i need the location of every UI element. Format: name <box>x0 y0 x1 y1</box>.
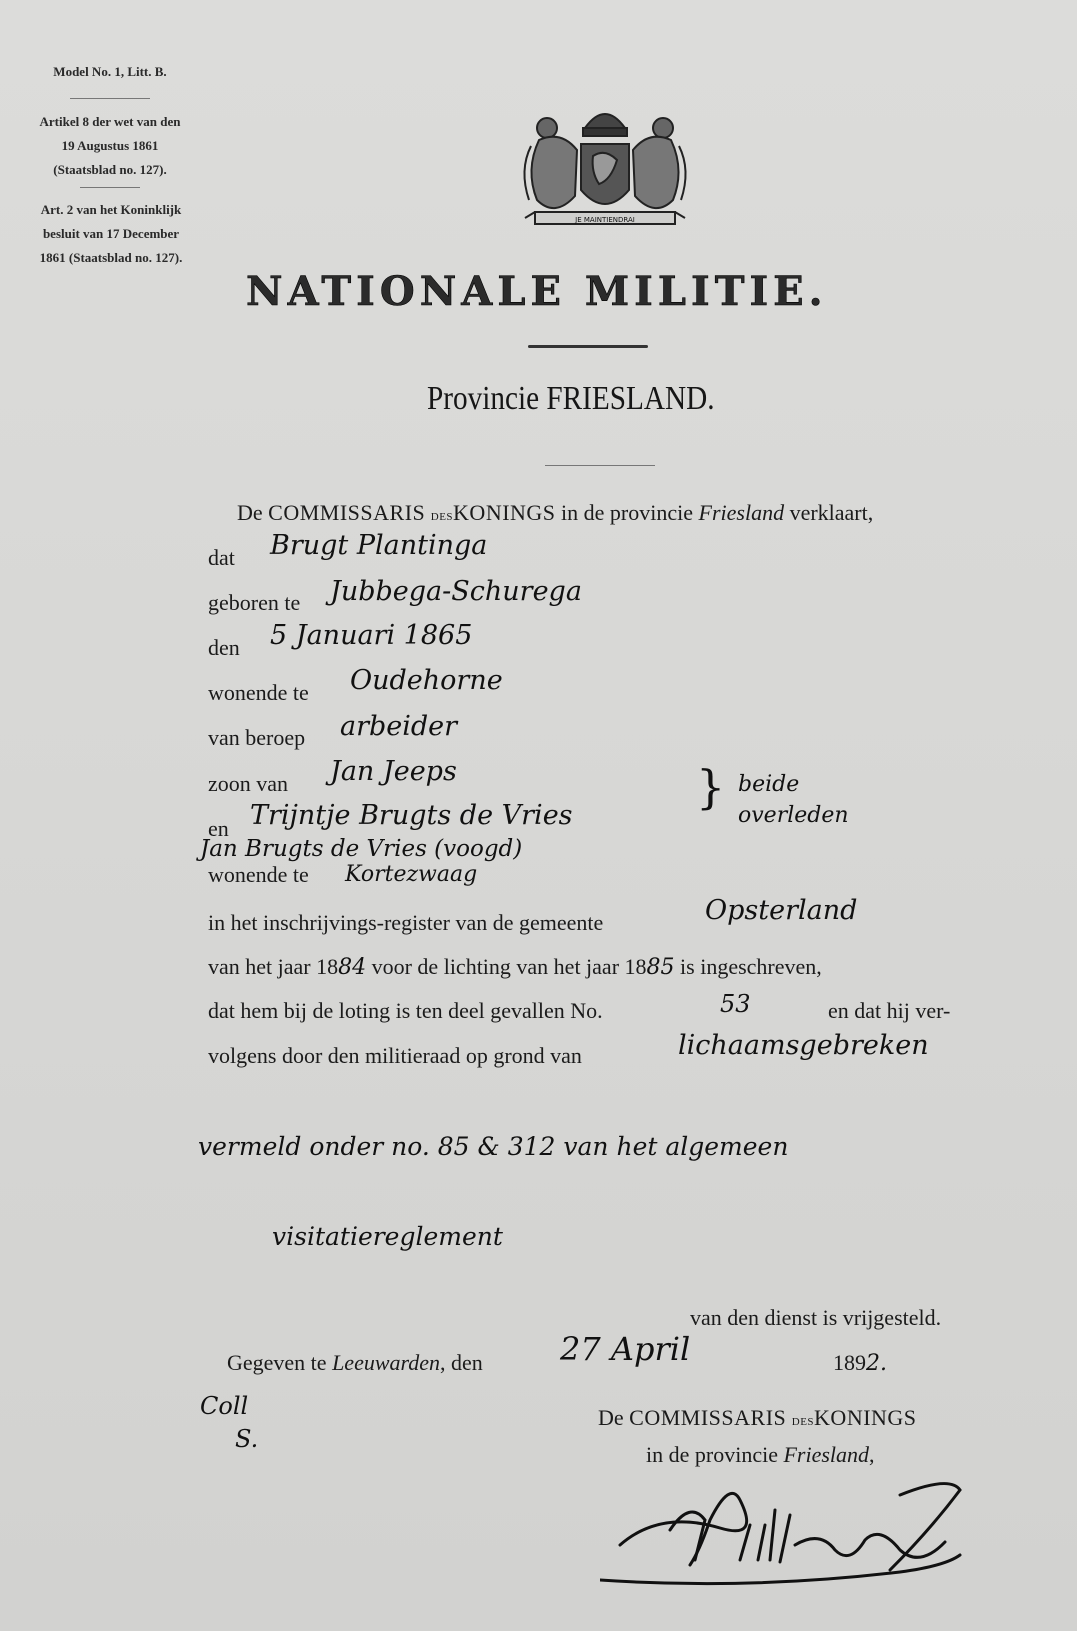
art-line-1: Art. 2 van het Koninklijk <box>40 202 182 217</box>
hw-mother: Trijntje Brugts de Vries <box>250 800 573 831</box>
signature-graphic <box>600 1470 1000 1600</box>
intro-verklaart: verklaart, <box>789 500 874 525</box>
label-ver: en dat hij ver- <box>828 998 951 1023</box>
divider <box>70 98 150 99</box>
sig-konings: KONINGS <box>814 1405 917 1430</box>
intro-konings: KONINGS <box>453 500 556 525</box>
intro-de: De <box>237 500 263 525</box>
sig-des: des <box>791 1413 815 1429</box>
hw-initials-1: Coll <box>200 1392 249 1420</box>
hw-brace: } <box>696 760 726 814</box>
artikel-line-2: 19 Augustus 1861 <box>61 138 159 153</box>
label-en: en <box>208 816 229 841</box>
label-lichting: voor de lichting van het jaar 18 <box>371 954 647 979</box>
hw-year-digit: 2. <box>866 1351 887 1376</box>
divider <box>80 187 140 188</box>
intro-friesland: Friesland <box>698 500 785 525</box>
label-vrijgesteld: van den dienst is vrijgesteld. <box>690 1305 942 1330</box>
model-reference: Model No. 1, Litt. B. <box>53 64 167 79</box>
label-wonende: wonende te <box>208 680 309 705</box>
sig-comma: , <box>869 1442 875 1467</box>
sig-de: De <box>598 1405 624 1430</box>
hw-lot-number: 53 <box>720 990 751 1018</box>
hw-reason-3: visitatiereglement <box>272 1222 503 1251</box>
artikel-line-3: (Staatsblad no. 127). <box>53 162 167 177</box>
gegeven-line <box>227 1350 483 1376</box>
coat-of-arms-icon <box>515 100 695 250</box>
label-wonende-2: wonende te <box>208 862 309 887</box>
label-register: in het inschrijvings-register van de gemeente <box>208 910 604 935</box>
jaar-line <box>208 954 822 980</box>
label-dat: dat <box>208 545 235 570</box>
signature-text: J.W. Hittenberg <box>816 1540 824 1541</box>
intro-commissaris: COMMISSARIS <box>268 500 426 525</box>
hw-levy-year: 85 <box>646 955 675 980</box>
artikel-reference <box>10 110 210 182</box>
label-beroep: van beroep <box>208 725 306 750</box>
hw-reg-year: 84 <box>338 955 367 980</box>
label-zoon: zoon van <box>208 771 289 796</box>
art-line-3: 1861 (Staatsblad no. 127). <box>39 250 183 265</box>
hw-name: Brugt Plantinga <box>270 530 488 561</box>
label-volgens: volgens door den militieraad op grond van <box>208 1043 582 1068</box>
label-geboren: geboren te <box>208 590 301 615</box>
artikel-line-1: Artikel 8 der wet van den <box>39 114 181 129</box>
art-line-2: besluit van 17 December <box>42 226 180 241</box>
title-rule <box>528 345 648 348</box>
hw-birthdate: 5 Januari 1865 <box>270 620 473 651</box>
hw-both-1: beide <box>738 772 800 797</box>
printed-year <box>833 1350 887 1376</box>
hw-guardian-residence: Kortezwaag <box>345 862 478 887</box>
hw-occupation: arbeider <box>340 711 458 742</box>
hw-birthplace: Jubbega-Schurega <box>330 576 582 607</box>
divider <box>545 465 655 466</box>
label-loting: dat hem bij de loting is ten deel gevallen No. <box>208 998 603 1023</box>
year-prefix: 189 <box>833 1350 866 1375</box>
label-den: den <box>208 635 240 660</box>
besluit-reference <box>8 198 214 270</box>
hw-municipality: Opsterland <box>705 895 858 926</box>
hw-reason-2: vermeld onder no. 85 & 312 van het algemeen <box>198 1132 789 1161</box>
hw-date: 27 April <box>560 1330 691 1368</box>
sig-provincie: in de provincie <box>646 1442 778 1467</box>
sig-commissaris: COMMISSARIS <box>629 1405 787 1430</box>
label-leeuwarden: Leeuwarden <box>332 1350 441 1375</box>
hw-father: Jan Jeeps <box>330 756 457 787</box>
intro-provincie: in de provincie <box>561 500 694 525</box>
hw-reason-1: lichaamsgebreken <box>678 1030 929 1061</box>
hw-guardian: Jan Brugts de Vries (voogd) <box>200 836 523 862</box>
hw-both-2: overleden <box>738 803 849 828</box>
label-jaar: van het jaar 18 <box>208 954 339 979</box>
sig-friesland: Friesland <box>783 1442 870 1467</box>
sig-line-1 <box>598 1405 917 1431</box>
label-den-2: , den <box>440 1350 483 1375</box>
motto-text: JE MAINTIENDRAI <box>575 216 635 224</box>
intro-des: des <box>430 508 454 524</box>
label-gegeven: Gegeven te <box>227 1350 327 1375</box>
hw-residence: Oudehorne <box>350 665 503 696</box>
page-title: NATIONALE MILITIE. <box>246 268 828 315</box>
label-ingeschreven: is ingeschreven, <box>680 954 822 979</box>
hw-initials-2: S. <box>235 1425 259 1453</box>
province-heading: Provincie FRIESLAND. <box>427 380 715 417</box>
intro-line <box>237 500 873 526</box>
sig-line-2 <box>646 1442 875 1468</box>
